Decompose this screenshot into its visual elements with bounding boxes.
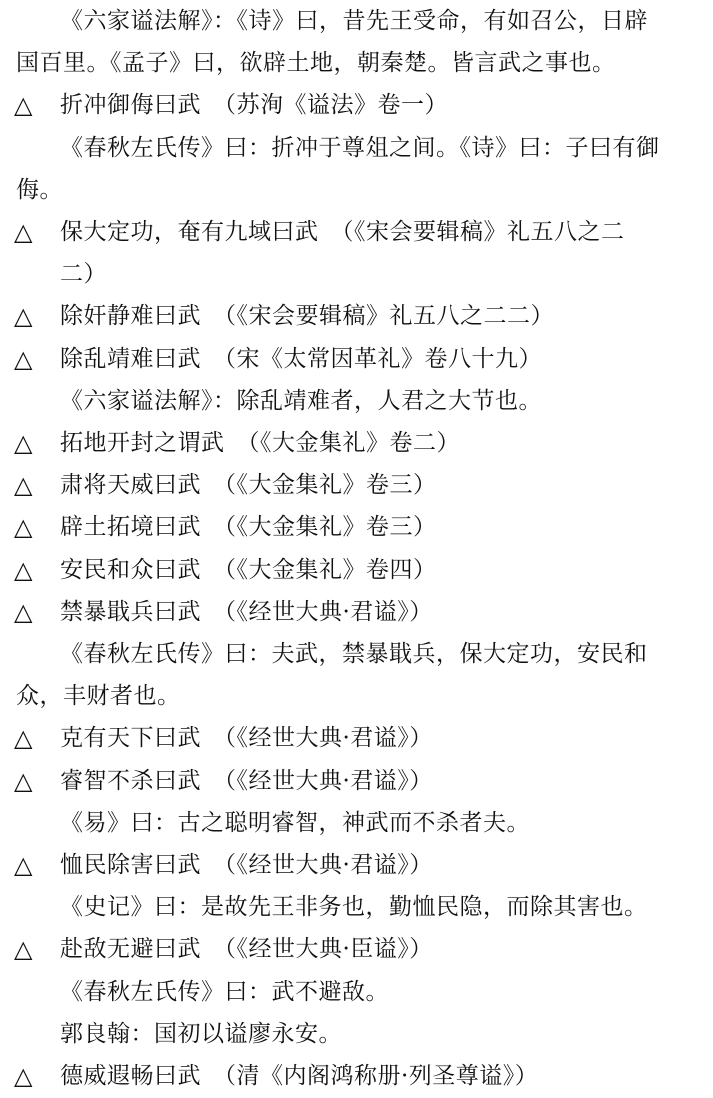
entry-heading bbox=[0, 338, 713, 381]
body-text-line bbox=[0, 380, 713, 423]
body-text-line bbox=[0, 253, 713, 296]
body-text-line bbox=[0, 169, 713, 212]
entry-heading-text: 肃将天威曰武 （《大金集礼》卷三） bbox=[60, 472, 437, 499]
body-text-line bbox=[0, 127, 713, 170]
indented-text: 《六家谥法解》：除乱靖难者，人君之大节也。 bbox=[60, 387, 542, 414]
continuation-text: 众，丰财者也。 bbox=[16, 683, 181, 710]
body-text-line bbox=[0, 0, 713, 43]
body-text-line bbox=[0, 675, 713, 718]
entry-heading-text: 克有天下曰武 （《经世大典·君谥》） bbox=[60, 725, 433, 752]
entry-heading-text: 恤民除害曰武 （《经世大典·君谥》） bbox=[60, 852, 433, 878]
body-text-line bbox=[0, 42, 713, 85]
body-text-line bbox=[0, 1013, 713, 1056]
entry-heading bbox=[0, 591, 713, 634]
entry-heading-text: 睿智不杀曰武 （《经世大典·君谥》） bbox=[60, 767, 433, 794]
entry-heading bbox=[0, 844, 713, 887]
triangle-marker-icon: △ bbox=[14, 851, 33, 879]
entry-heading bbox=[0, 84, 713, 127]
entry-heading-text: 辟土拓境曰武 （《大金集礼》卷三） bbox=[60, 514, 437, 541]
continuation-text: 国百里。《孟子》曰，欲辟土地，朝秦楚。皆言武之事也。 bbox=[16, 50, 616, 77]
entry-heading bbox=[0, 422, 713, 465]
triangle-marker-icon: △ bbox=[14, 513, 33, 542]
triangle-marker-icon: △ bbox=[14, 429, 33, 457]
triangle-marker-icon: △ bbox=[14, 935, 33, 964]
triangle-marker-icon: △ bbox=[14, 218, 33, 246]
entry-heading bbox=[0, 549, 713, 592]
body-text-line bbox=[0, 802, 713, 845]
triangle-marker-icon: △ bbox=[14, 1062, 33, 1090]
body-text-line bbox=[0, 971, 713, 1014]
triangle-marker-icon: △ bbox=[14, 471, 33, 500]
entry-heading-text: 拓地开封之谓武 （《大金集礼》卷二） bbox=[60, 430, 460, 456]
indented-text: 《春秋左氏传》曰：夫武，禁暴戢兵，保大定功，安民和 bbox=[60, 641, 648, 667]
entry-heading bbox=[0, 1055, 713, 1098]
continuation-text: 侮。 bbox=[16, 176, 63, 203]
triangle-marker-icon: △ bbox=[14, 344, 33, 373]
entry-heading-text: 除奸静难曰武 （《宋会要辑稿》礼五八之二二） bbox=[60, 303, 554, 330]
body-text-line bbox=[0, 886, 713, 929]
triangle-marker-icon: △ bbox=[14, 91, 33, 120]
body-text-line bbox=[0, 633, 713, 676]
entry-heading bbox=[0, 760, 713, 803]
indented-text: 《六家谥法解》：《诗》曰，昔先王受命，有如召公，日辟 bbox=[60, 8, 648, 34]
entry-heading bbox=[0, 295, 713, 338]
entry-heading bbox=[0, 928, 713, 971]
entry-heading-text: 除乱靖难曰武 （宋《太常因革礼》卷八十九） bbox=[60, 345, 542, 372]
entry-heading-text: 保大定功，奄有九域曰武 （《宋会要辑稿》礼五八之二 bbox=[60, 219, 625, 245]
triangle-marker-icon: △ bbox=[14, 597, 33, 626]
triangle-marker-icon: △ bbox=[14, 302, 33, 331]
indented-text: 郭良翰：国初以谥廖永安。 bbox=[60, 1020, 342, 1047]
indented-text: 《春秋左氏传》曰：折冲于尊俎之间。《诗》曰：子曰有御 bbox=[60, 134, 660, 161]
triangle-marker-icon: △ bbox=[14, 766, 33, 795]
entry-heading-text: 德威遐畅曰武 （清《内阁鸿称册·列圣尊谥》） bbox=[60, 1063, 539, 1089]
entry-heading bbox=[0, 464, 713, 507]
indented-text: 二） bbox=[60, 261, 107, 288]
entry-heading-text: 安民和众曰武 （《大金集礼》卷四） bbox=[60, 556, 437, 583]
entry-heading-text: 赴敌无避曰武 （《经世大典·臣谥》） bbox=[60, 936, 433, 963]
entry-heading-text: 禁暴戢兵曰武 （《经世大典·君谥》） bbox=[60, 598, 433, 625]
triangle-marker-icon: △ bbox=[14, 555, 33, 584]
indented-text: 《易》曰：古之聪明睿智，神武而不杀者夫。 bbox=[60, 809, 530, 836]
triangle-marker-icon: △ bbox=[14, 724, 33, 753]
entry-heading bbox=[0, 717, 713, 760]
entry-heading bbox=[0, 506, 713, 549]
entry-heading bbox=[0, 211, 713, 254]
indented-text: 《春秋左氏传》曰：武不避敌。 bbox=[60, 978, 389, 1005]
entry-heading-text: 折冲御侮曰武 （苏洵《谥法》卷一） bbox=[60, 92, 448, 119]
indented-text: 《史记》曰：是故先王非务也，勤恤民隐，而除其害也。 bbox=[60, 894, 648, 921]
